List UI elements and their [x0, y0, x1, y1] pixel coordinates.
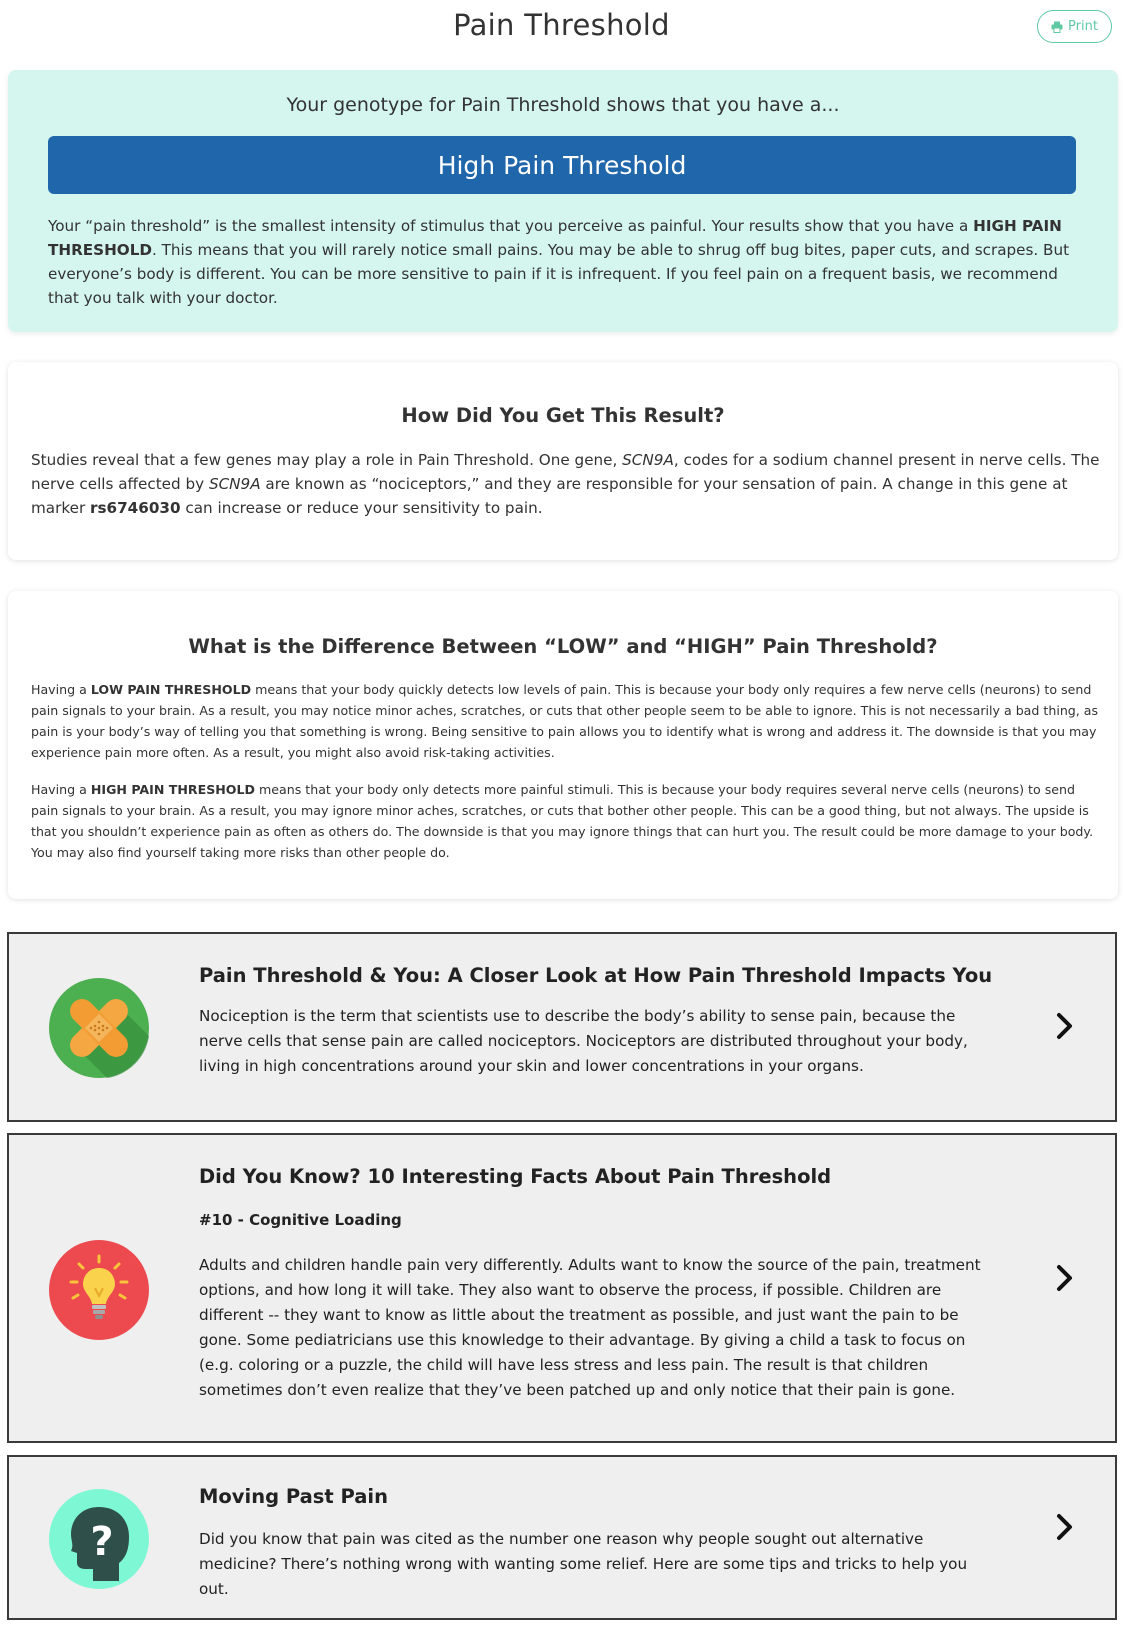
feature-body: Adults and children handle pain very differently. Adults want to know the source of the pain, treatment options, and how long it will take. They also want to observe the process, if possible. Children are different -- they want to know as little about the treatment as possible, and just want the pain to be gone. Some pediatricians use this knowledge to their advantage. By giving a child a task to focus on (e.g. coloring or a puzzle, the child will have less stress and less pain. The result is that children sometimes don’t even realize that they’ve been patched up and only notice that their pain is gone. [199, 1256, 981, 1399]
print-label: Print [1068, 19, 1098, 34]
feature-body: Nociception is the term that scientists use to describe the body’s ability to sense pain, because the nerve cells that sense pain are called nociceptors. Nociceptors are distributed throughout your body, living in high concentrations around your skin and lower concentrations in your organs. [199, 1007, 968, 1075]
low-threshold-paragraph: Having a LOW PAIN THRESHOLD means that your body quickly detects low levels of pain. This is because your body only requires a few nerve cells (neurons) to send pain signals to your brain. As a result, you may notice minor aches, scratches, or cuts that other people seem to be able to ignore. This is not necessarily a bad thing, as pain is your body’s way of telling you that something is wrong. Being sensitive to pain allows you to identify what is wrong and address it. The downside is that you may experience pain more often. As a result, you might also avoid risk-taking activities. [31, 682, 1099, 760]
feature-title: Did You Know? 10 Interesting Facts About Pain Threshold [199, 1165, 832, 1188]
print-button[interactable] [1037, 10, 1112, 43]
chevron-right-icon[interactable] [1054, 1263, 1076, 1293]
svg-text:?: ? [90, 1519, 114, 1565]
feature-title: Moving Past Pain [199, 1485, 388, 1508]
question-head-icon [49, 1489, 149, 1589]
difference-card [8, 591, 1118, 899]
lightbulb-icon [49, 1240, 149, 1340]
bandage-icon [49, 978, 149, 1078]
chevron-right-icon[interactable] [1054, 1011, 1076, 1041]
feature-did-you-know[interactable] [7, 1133, 1117, 1443]
page-title: Pain Threshold [453, 8, 670, 42]
chevron-right-icon[interactable] [1054, 1512, 1076, 1542]
high-threshold-paragraph: Having a HIGH PAIN THRESHOLD means that your body only detects more painful stimuli. This is because your body requires several nerve cells (neurons) to send pain signals to your brain. As a result, you may ignore minor aches, scratches, or cuts that bother other people. This can be a good thing, but not always. The upside is that you shouldn’t experience pain as often as others do. The downside is that you may ignore things that can hurt you. The result could be more damage to your body. You may also find yourself taking more risks than other people do. [31, 782, 1094, 860]
feature-subtitle: #10 - Cognitive Loading [199, 1211, 402, 1229]
feature-closer-look[interactable] [7, 932, 1117, 1122]
feature-moving-past-pain[interactable] [7, 1455, 1117, 1620]
result-card [8, 70, 1118, 332]
feature-body: Did you know that pain was cited as the number one reason why people sought out alternative medicine? There’s nothing wrong with wanting some relief. Here are some tips and tricks to help you out. [199, 1530, 968, 1598]
difference-title: What is the Difference Between “LOW” and “HIGH” Pain Threshold? [188, 635, 938, 658]
result-banner: High Pain Threshold [48, 136, 1076, 194]
result-description: Your “pain threshold” is the smallest intensity of stimulus that you perceive as painful. Your results show that you have a HIGH PAIN THRESHOLD. This means that you will rarely notice small pains. You may be able to shrug off bug bites, paper cuts, and scrapes. But everyone’s body is different. You can be more sensitive to pain if it is infrequent. If you feel pain on a frequent basis, we recommend that you talk with your doctor. [48, 217, 1070, 307]
how-result-card [8, 362, 1118, 560]
feature-title: Pain Threshold & You: A Closer Look at How Pain Threshold Impacts You [199, 964, 993, 987]
result-intro: Your genotype for Pain Threshold shows that you have a... [286, 94, 840, 116]
how-result-text: Studies reveal that a few genes may play a role in Pain Threshold. One gene, SCN9A, codes for a sodium channel present in nerve cells. The nerve cells affected by SCN9A are known as “nociceptors,” and they are responsible for your sensation of pain. A change in this gene at marker rs6746030 can increase or reduce your sensitivity to pain. [31, 451, 1100, 517]
how-result-title: How Did You Get This Result? [401, 404, 725, 427]
printer-icon [1051, 21, 1063, 33]
